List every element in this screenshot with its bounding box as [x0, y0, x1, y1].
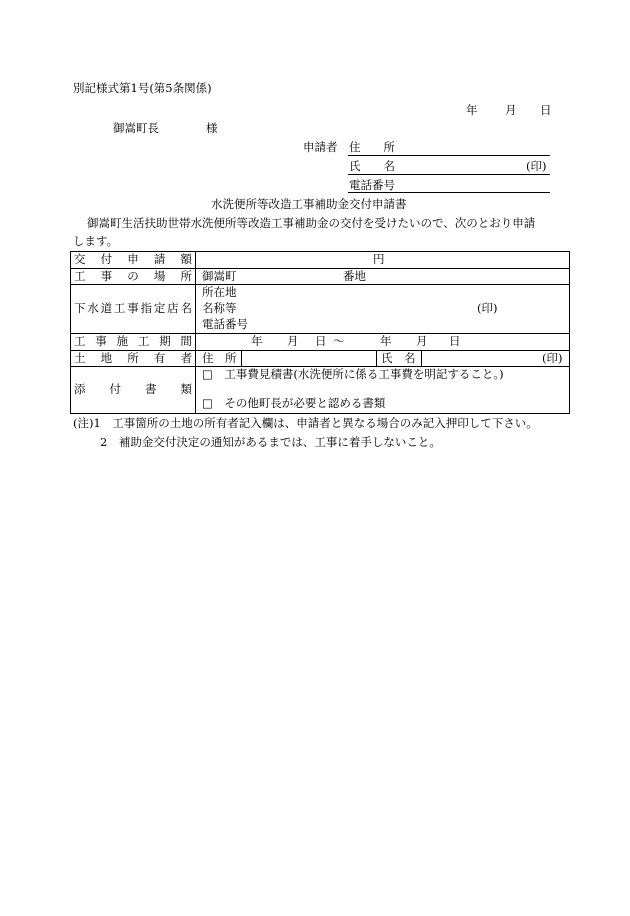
location-town: 御嵩町	[202, 269, 237, 283]
date-month-label: 月	[505, 103, 517, 117]
period-separator: ～	[333, 334, 345, 348]
contractor-seal: (印)	[477, 301, 498, 315]
document-title: 水洗便所等改造工事補助金交付申請書	[211, 197, 407, 211]
period-label: 工事施工期間	[71, 334, 196, 351]
date-day-label: 日	[540, 103, 552, 117]
period-start-year: 年	[251, 334, 263, 348]
applicant-phone-line	[348, 192, 550, 193]
attachments-field	[196, 367, 570, 414]
period-field[interactable]	[196, 334, 570, 351]
addressee-honorific: 様	[206, 121, 218, 135]
note-1: (注)1 工事箇所の土地の所有者記入欄は、申請者と異なる場合のみ記入押印して下さい。	[73, 416, 538, 430]
applicant-seal: (印)	[526, 159, 547, 173]
amount-unit: 円	[373, 252, 385, 266]
location-row	[71, 269, 570, 285]
applicant-address-line	[348, 155, 550, 156]
owner-name-label: 氏 名	[381, 351, 416, 365]
period-end-day: 日	[449, 334, 461, 348]
note-2: 2 補助金交付決定の通知があるまでは、工事に着手しないこと。	[100, 435, 441, 449]
owner-seal: (印)	[542, 351, 563, 365]
addressee-name: 御嵩町長	[113, 121, 159, 135]
applicant-label: 申請者	[303, 140, 338, 154]
owner-address-label: 住 所	[202, 351, 237, 365]
attachment-item-estimate[interactable]: □ 工事費見積書(水洗便所に係る工事費を明記すること。)	[202, 367, 504, 381]
owner-divider-1	[241, 351, 242, 366]
applicant-name-line	[348, 174, 550, 175]
location-banchi: 番地	[343, 269, 366, 283]
contractor-phone-label: 電話番号	[202, 317, 248, 331]
location-field[interactable]	[196, 269, 570, 285]
location-label: 工事の場所	[71, 269, 196, 285]
attachments-row	[71, 367, 570, 414]
owner-field[interactable]	[196, 351, 570, 367]
contractor-label: 下水道工事指定店名	[71, 285, 196, 334]
intro-line-2: します。	[73, 234, 119, 248]
form-number: 別記様式第1号(第5条関係)	[73, 81, 212, 95]
period-row	[71, 334, 570, 351]
contractor-field[interactable]	[196, 285, 570, 334]
intro-line-1: 御嵩町生活扶助世帯水洗便所等改造工事補助金の交付を受けたいので、次のとおり申請	[87, 216, 536, 230]
application-table	[70, 251, 570, 414]
contractor-address-label: 所在地	[202, 285, 237, 299]
contractor-row	[71, 285, 570, 334]
date-year-label: 年	[466, 103, 478, 117]
applicant-phone-label: 電話番号	[349, 178, 395, 192]
period-start-day: 日	[315, 334, 327, 348]
attachments-label: 添付書類	[71, 367, 196, 414]
applicant-name-label: 氏 名	[349, 159, 395, 173]
period-end-year: 年	[380, 334, 392, 348]
amount-field[interactable]	[196, 252, 570, 269]
attachment-item-other[interactable]: □ その他町長が必要と認める書類	[202, 396, 386, 410]
owner-row	[71, 351, 570, 367]
period-start-month: 月	[287, 334, 299, 348]
owner-divider-3	[421, 351, 422, 366]
amount-row	[71, 252, 570, 269]
period-end-month: 月	[416, 334, 428, 348]
amount-label: 交付申請額	[71, 252, 196, 269]
owner-divider-2	[376, 351, 377, 366]
applicant-address-label: 住 所	[349, 140, 395, 154]
contractor-name-label: 名称等	[202, 301, 237, 315]
owner-label: 土地所有者	[71, 351, 196, 367]
